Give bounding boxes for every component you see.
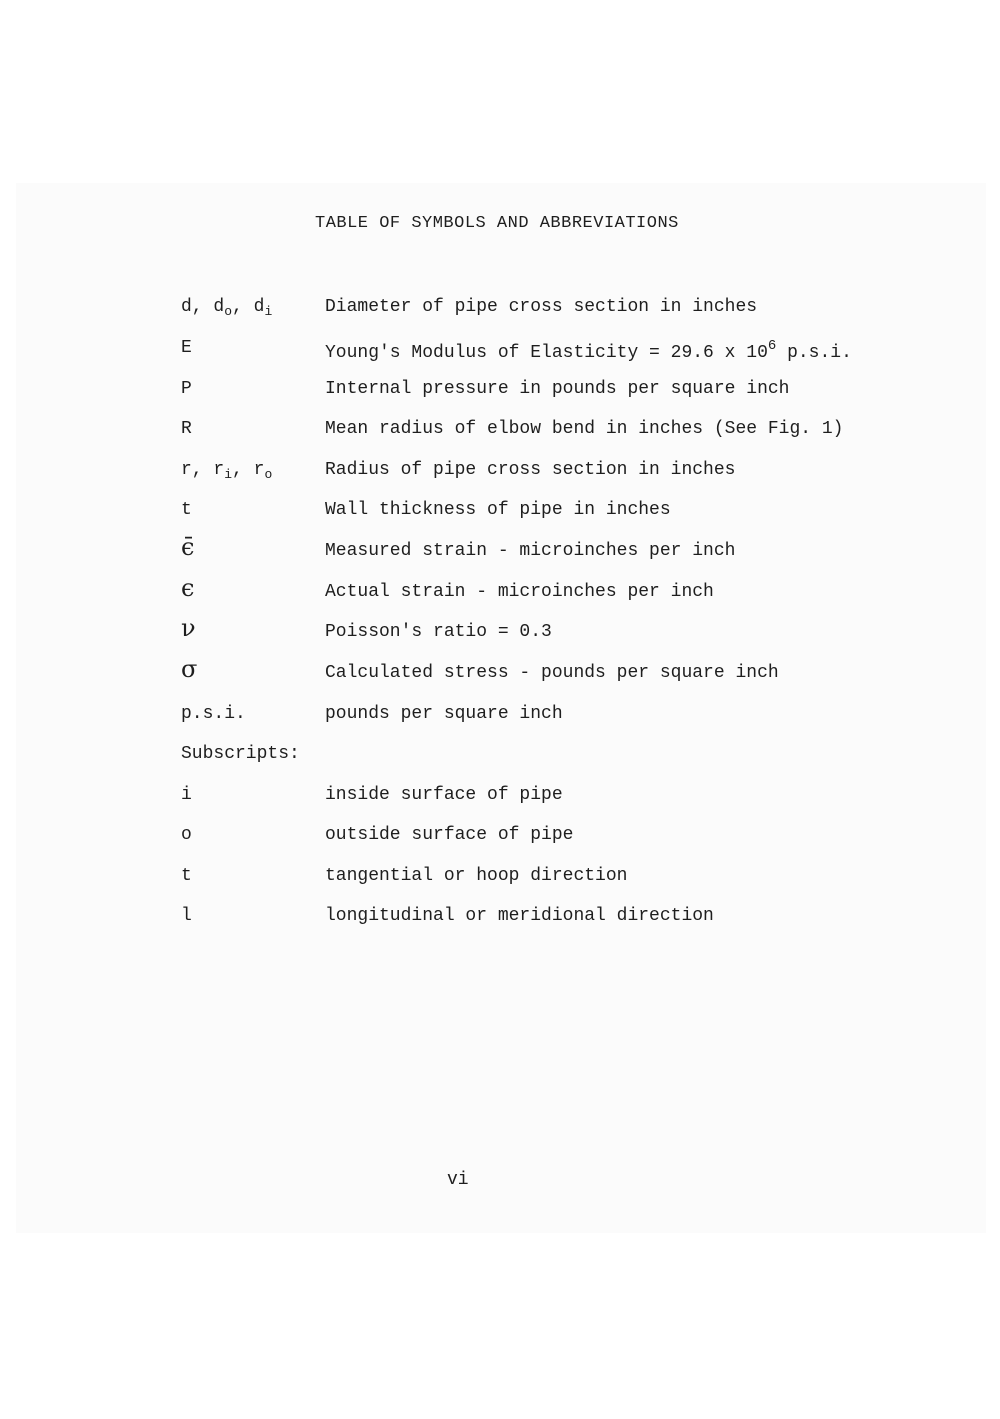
symbol-row-poisson	[0, 614, 1000, 656]
definition-cell: Calculated stress - pounds per square inch	[325, 663, 779, 683]
definition-cell: Young's Modulus of Elasticity = 29.6 x $10^6$ p.s.i.	[325, 338, 852, 363]
symbol-row-psi	[0, 704, 1000, 738]
page-number: vi	[447, 1170, 469, 1190]
definition-cell: Internal pressure in pounds per square inch	[325, 379, 790, 399]
subscripts-heading-row	[0, 744, 1000, 778]
subscript-row-longitudinal	[0, 906, 1000, 940]
definition-cell: outside surface of pipe	[325, 825, 574, 845]
symbol-cell: E	[181, 338, 192, 358]
symbol-cell: o	[181, 825, 192, 845]
symbol-row-diameter	[0, 297, 1000, 331]
subscript-row-tangential	[0, 866, 1000, 900]
symbol-cell: p.s.i.	[181, 704, 246, 724]
nu-symbol: ν	[181, 614, 196, 642]
definition-cell: pounds per square inch	[325, 704, 563, 724]
symbol-row-thickness	[0, 500, 1000, 534]
symbol-row-pressure	[0, 379, 1000, 413]
symbol-row-modulus	[0, 338, 1000, 372]
symbol-cell: i	[181, 785, 192, 805]
epsilon-bar-symbol: ϵ̄	[181, 533, 195, 561]
symbol-cell: R	[181, 419, 192, 439]
epsilon-symbol: ϵ	[181, 574, 195, 602]
definition-cell: Mean radius of elbow bend in inches (See Fig. 1)	[325, 419, 844, 439]
symbol-row-stress	[0, 655, 1000, 697]
symbol-cell: t	[181, 866, 192, 886]
symbol-row-actual-strain	[0, 574, 1000, 616]
definition-cell: Radius of pipe cross section in inches	[325, 460, 736, 480]
definition-cell: Poisson's ratio = 0.3	[325, 622, 552, 642]
subscript-row-inside	[0, 785, 1000, 819]
symbol-row-radius	[0, 460, 1000, 494]
symbol-cell: d, $d_o$, $d_i$	[181, 297, 273, 319]
symbol-row-measured-strain	[0, 533, 1000, 575]
symbol-cell: t	[181, 500, 192, 520]
sigma-symbol: σ	[181, 655, 198, 683]
definition-cell: Wall thickness of pipe in inches	[325, 500, 671, 520]
symbol-cell: r, $r_i$, $r_o$	[181, 460, 273, 482]
symbol-cell: P	[181, 379, 192, 399]
page-title: TABLE OF SYMBOLS AND ABBREVIATIONS	[315, 214, 679, 233]
subscripts-heading: Subscripts:	[181, 744, 300, 764]
definition-cell: inside surface of pipe	[325, 785, 563, 805]
definition-cell: Measured strain - microinches per inch	[325, 541, 736, 561]
definition-cell: Actual strain - microinches per inch	[325, 582, 714, 602]
subscript-row-outside	[0, 825, 1000, 859]
definition-cell: tangential or hoop direction	[325, 866, 628, 886]
symbol-row-mean-radius	[0, 419, 1000, 453]
symbol-cell: l	[181, 906, 192, 926]
definition-cell: Diameter of pipe cross section in inches	[325, 297, 758, 317]
definition-cell: longitudinal or meridional direction	[325, 906, 714, 926]
